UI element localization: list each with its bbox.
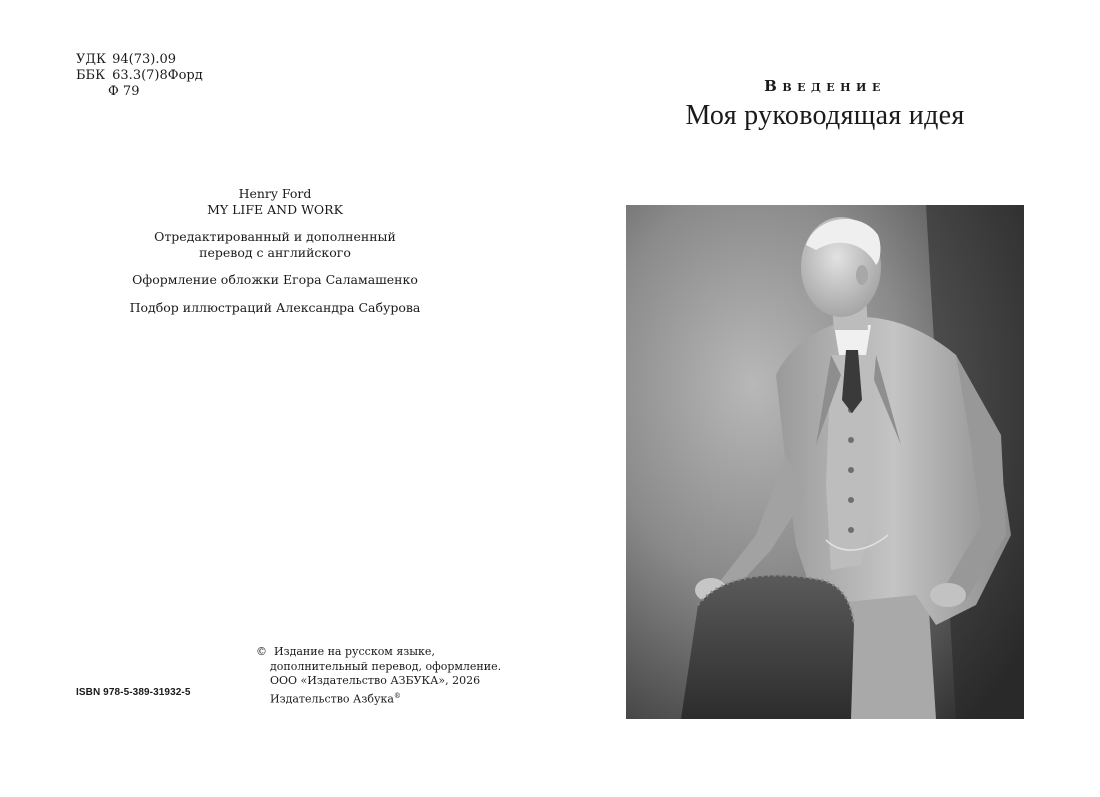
udk-key: УДК <box>76 52 107 67</box>
right-page <box>550 0 1100 797</box>
copyright-line-4 <box>256 689 501 707</box>
translation-line-2: перевод с английского <box>199 244 351 260</box>
copyright-block <box>256 645 501 707</box>
translation-credit <box>100 229 450 260</box>
udk-row <box>76 52 203 68</box>
chapter-title: Моя руководящая идея <box>685 100 965 131</box>
illustrations-credit: Подбор иллюстраций Александра Сабурова <box>129 299 421 315</box>
copyright-text-1: Издание на русском языке, <box>274 645 435 658</box>
author-mark: Ф 79 <box>108 84 140 99</box>
bbk-value: 63.3(7)8Форд <box>112 68 203 83</box>
portrait-photo <box>626 205 1024 719</box>
isbn: ISBN 978-5-389-31932-5 <box>76 687 191 698</box>
original-title: MY LIFE AND WORK <box>207 201 343 217</box>
chapter-label: Введение <box>764 77 886 95</box>
cover-credit: Оформление обложки Егора Саламашенко <box>132 272 418 287</box>
copyright-line-1 <box>256 645 501 660</box>
bbk-key: ББК <box>76 68 106 83</box>
classification-block <box>76 52 203 100</box>
original-work <box>100 186 450 217</box>
original-author: Henry Ford <box>238 186 312 201</box>
publisher-name: Издательство Азбука <box>270 692 394 706</box>
copyright-line-3: ООО «Издательство АЗБУКА», 2026 <box>270 674 481 687</box>
bbk-row <box>76 68 203 84</box>
copyright-line-2: дополнительный перевод, оформление. <box>270 659 502 673</box>
credits-block <box>100 186 450 327</box>
copyright-symbol: © <box>256 645 267 658</box>
udk-value: 94(73).09 <box>112 52 177 67</box>
translation-line-1: Отредактированный и дополненный <box>154 229 396 244</box>
registered-mark: ® <box>393 691 401 700</box>
